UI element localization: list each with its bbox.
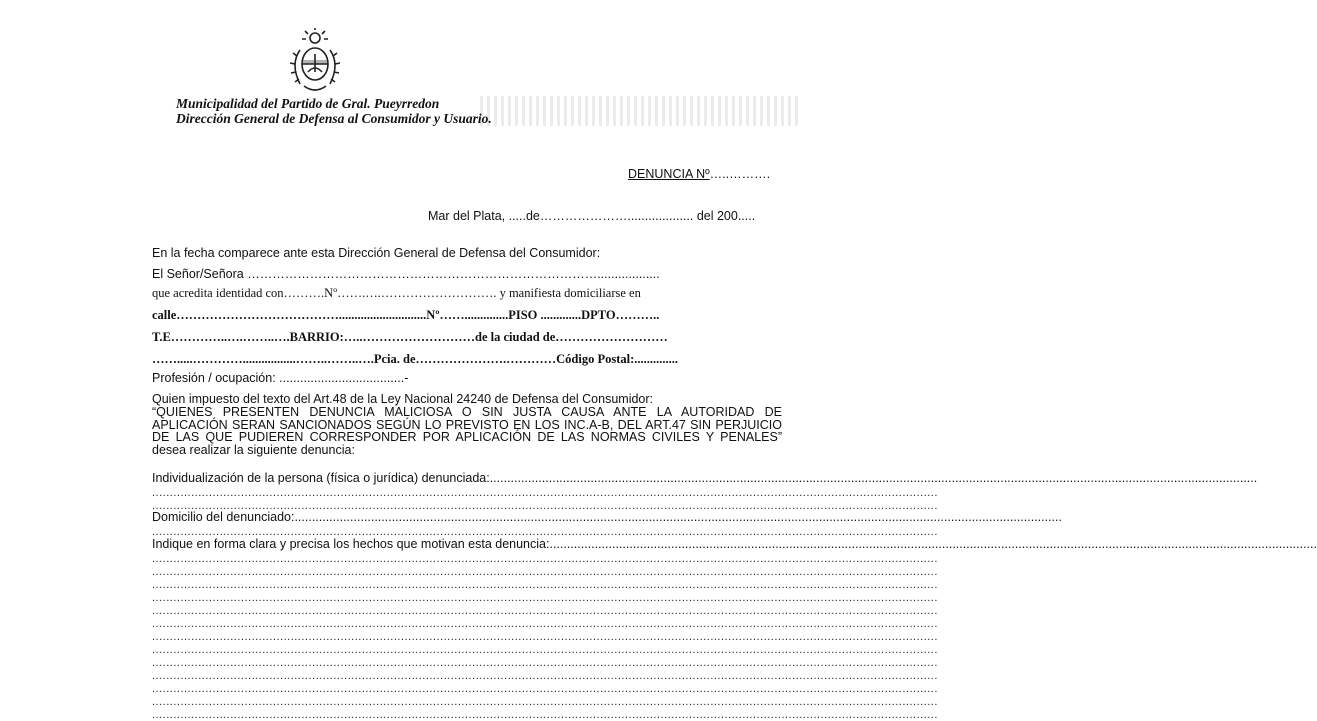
senor-line <box>152 267 660 281</box>
dotted-line: ............................................................................................................................................................................................................................. <box>152 657 938 669</box>
individualizacion-line <box>152 471 1258 485</box>
legal-intro: Quien impuesto del texto del Art.48 de la Ley Nacional 24240 de Defensa del Consumidor: <box>152 392 654 406</box>
dotted-line: ............................................................................................................................................................................................................................. <box>152 605 938 617</box>
legal-notice <box>152 393 782 457</box>
denuncia-number-fill: …..………. <box>709 167 771 181</box>
dotted-line: ............................................................................................................................................................................................................................. <box>152 553 938 565</box>
letterhead <box>176 96 492 126</box>
bleed-through-text <box>480 96 800 126</box>
hechos-line <box>152 537 1317 551</box>
profesion-line <box>152 371 408 385</box>
municipality-title: Municipalidad del Partido de Gral. Pueyrredon <box>176 96 440 111</box>
profesion-fill: ....................................- <box>275 371 409 385</box>
directorate-title: Dirección General de Defensa al Consumidor y Usuario. <box>176 111 492 126</box>
pcia-line: …….....………….................……..……..….Pcia. de………………….…………Código Postal:.............. <box>152 352 679 366</box>
dotted-line: ............................................................................................................................................................................................................................. <box>152 631 938 643</box>
dotted-line: ............................................................................................................................................................................................................................. <box>152 592 938 604</box>
senor-label: El Señor/Señora <box>152 267 244 281</box>
legal-quote: “QUIENES PRESENTEN DENUNCIA MALICIOSA O SIN JUSTA CAUSA ANTE LA AUTORIDAD DE APLICACIÓN SERAN SANCIONADOS SEGÚN LO PREVISTO EN LOS INC.A-B, DEL ART.47 SIN PERJUICIO DE LAS QUE PUDIEREN CORRESPONDER POR APLICACIÓN DE LAS NORMAS CIVILES Y PENALES” <box>152 404 782 445</box>
intro-line: En la fecha comparece ante esta Dirección General de Defensa del Consumidor: <box>152 246 601 260</box>
individualizacion-fill: ............................................................................................................................................................................................................................. <box>489 471 1258 485</box>
individualizacion-label: Individualización de la persona (física o jurídica) denunciada: <box>152 471 490 485</box>
denuncia-number <box>628 167 770 181</box>
denuncia-label: DENUNCIA Nº <box>628 167 710 181</box>
identidad-line: que acredita identidad con……….Nº…….….………………………. y manifiesta domiciliarse en <box>152 286 641 300</box>
calle-line: calle…………………………………............................Nº……..............PISO .............DPTO……….. <box>152 308 660 322</box>
hechos-label: Indique en forma clara y precisa los hechos que motivan esta denuncia: <box>152 537 550 551</box>
dotted-line: ............................................................................................................................................................................................................................. <box>152 644 938 656</box>
domicilio-line <box>152 510 1062 524</box>
dotted-line: ............................................................................................................................................................................................................................. <box>152 487 938 499</box>
date-line: Mar del Plata, .....de…………………................... del 200..... <box>428 209 756 223</box>
te-line: T.E…………..….……..….BARRIO:…..………………………de la ciudad de……………………… <box>152 330 668 344</box>
dotted-line: ............................................................................................................................................................................................................................. <box>152 618 938 630</box>
dotted-line: ............................................................................................................................................................................................................................. <box>152 709 938 721</box>
dotted-line: ............................................................................................................................................................................................................................. <box>152 526 938 538</box>
dotted-line: ............................................................................................................................................................................................................................. <box>152 500 938 512</box>
dotted-line: ............................................................................................................................................................................................................................. <box>152 566 938 578</box>
dotted-line: ............................................................................................................................................................................................................................. <box>152 670 938 682</box>
dotted-line: ............................................................................................................................................................................................................................. <box>152 696 938 708</box>
coat-of-arms-icon <box>284 28 346 94</box>
profesion-label: Profesión / ocupación: <box>152 371 276 385</box>
hechos-fill: ............................................................................................................................................................................................................................. <box>549 537 1317 551</box>
dotted-line: ............................................................................................................................................................................................................................. <box>152 683 938 695</box>
dotted-line: ............................................................................................................................................................................................................................. <box>152 579 938 591</box>
senor-fill: ………………………………………………………………………….................. <box>243 267 660 281</box>
domicilio-fill: ............................................................................................................................................................................................................................. <box>294 510 1062 524</box>
domicilio-label: Domicilio del denunciado: <box>152 510 295 524</box>
legal-tail: desea realizar la siguiente denuncia: <box>152 443 355 458</box>
